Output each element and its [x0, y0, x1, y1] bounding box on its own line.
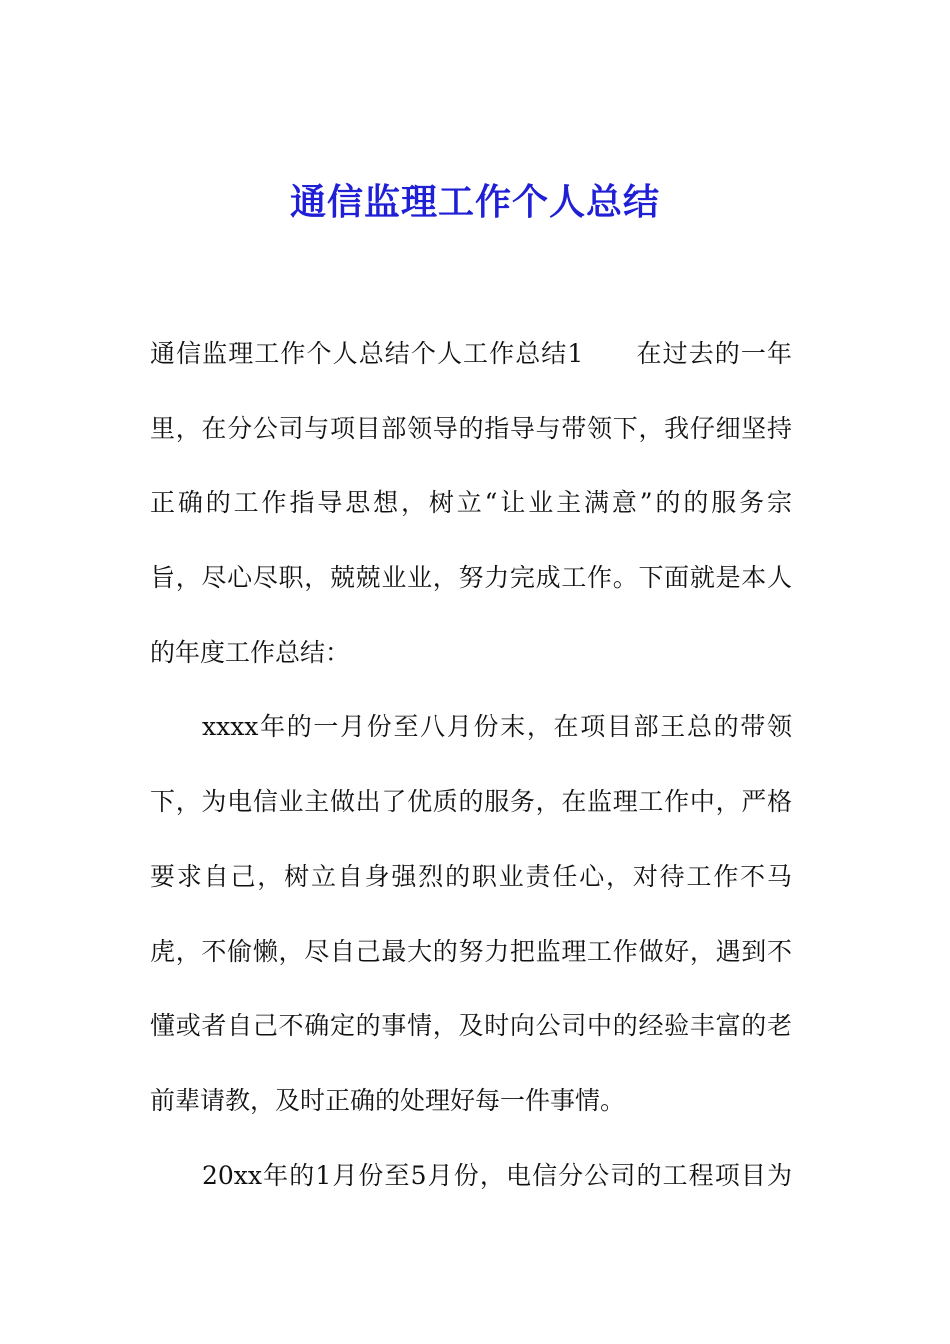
body-line: 通信监理工作个人总结个人工作总结1 在过去的一年 — [150, 339, 792, 368]
body-line: 旨，尽心尽职，兢兢业业，努力完成工作。下面就是本人 — [150, 563, 792, 593]
body-line: 20xx年的1月份至5月份，电信分公司的工程项目为 — [202, 1160, 792, 1190]
body-line: 里，在分公司与项目部领导的指导与带领下，我仔细坚持 — [150, 413, 792, 443]
body-line: 正确的工作指导思想，树立“让业主满意”的的服务宗 — [150, 488, 792, 518]
body-line: xxxx年的一月份至八月份末，在项目部王总的带领 — [202, 712, 792, 742]
body-line: 虎，不偷懒，尽自己最大的努力把监理工作做好，遇到不 — [150, 936, 792, 966]
body-line: 懂或者自己不确定的事情，及时向公司中的经验丰富的老 — [150, 1011, 792, 1041]
document-title: 通信监理工作个人总结 — [289, 181, 660, 223]
body-line: 前辈请教，及时正确的处理好每一件事情。 — [150, 1085, 626, 1115]
body-line: 要求自己，树立自身强烈的职业责任心，对待工作不马 — [150, 861, 792, 891]
body-line: 的年度工作总结： — [150, 637, 351, 667]
body-line: 下，为电信业主做出了优质的服务，在监理工作中，严格 — [150, 787, 792, 817]
document-body — [150, 330, 792, 1226]
